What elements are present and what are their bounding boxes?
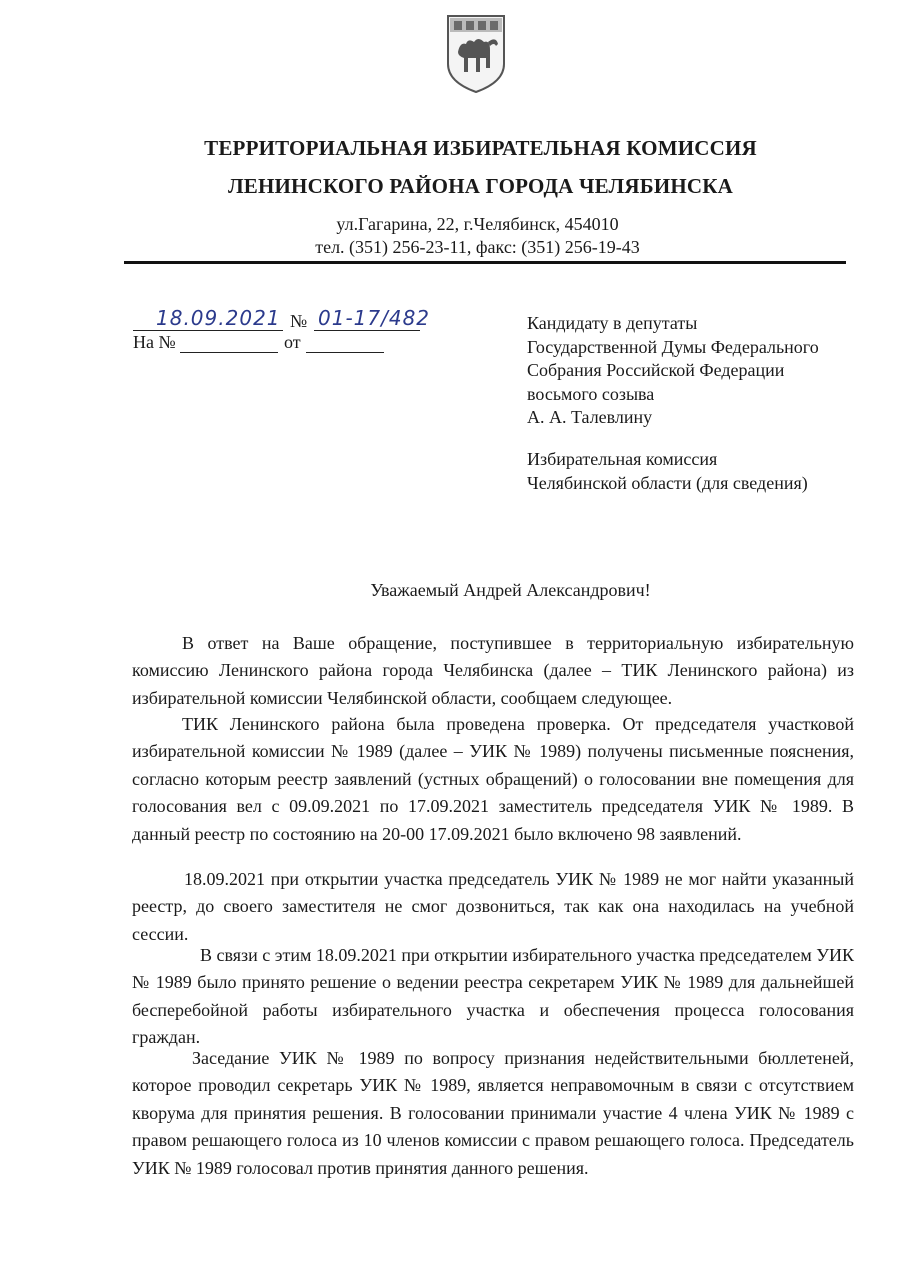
paragraph-text: 18.09.2021 при открытии участка председатель УИК № 1989 не мог найти указанный реестр, до своего заместителя не смог дозвониться, так как она находилась на учебной сессии. [132, 869, 854, 944]
paragraph-text: ТИК Ленинского района была проведена проверка. От председателя участковой избирательной комиссии № 1989 (далее – УИК № 1989) получены письменные пояснения, согласно которым реестр заявлений (устных обращений) о голосовании вне помещения для голосования вел с 09.09.2021 по 17.09.2021 заместитель председателя УИК № 1989. В данный реестр по состоянию на 20-00 17.09.2021 было включено 98 заявлений. [132, 714, 854, 844]
body-paragraph [132, 1045, 854, 1182]
header-divider [124, 261, 846, 264]
addressee-line: Собрания Российской Федерации [527, 360, 785, 380]
from-blank [306, 352, 384, 353]
outgoing-number: 01-17/482 [318, 306, 431, 330]
addressee-line: восьмого созыва [527, 383, 655, 404]
organization-name-line2: ЛЕНИНСКОГО РАЙОНА ГОРОДА ЧЕЛЯБИНСКА [227, 174, 734, 198]
paragraph-text: В ответ на Ваше обращение, поступившее в территориальную избирательную комиссию Ленинского района города Челябинска (далее – ТИК Ленинского района) из избирательной комиссии Челябинской области, сообщаем следующее. [132, 633, 854, 708]
addressee-copy [527, 448, 808, 495]
organization-address: ул.Гагарина, 22, г.Челябинск, 454010 [336, 214, 619, 234]
organization-name-line1: ТЕРРИТОРИАЛЬНАЯ ИЗБИРАТЕЛЬНАЯ КОМИССИЯ [204, 136, 757, 160]
reply-to-blank [180, 352, 278, 353]
date-underline [133, 330, 283, 331]
paragraph-text: В связи с этим 18.09.2021 при открытии избирательного участка председателем УИК № 1989 было принято решение о ведении реестра секретарем УИК № 1989 для дальнейшей бесперебойной работы избирательного участка и обеспечения процесса голосования граждан. [132, 945, 854, 1048]
organization-phones: тел. (351) 256-23-11, факс: (351) 256-19-43 [315, 237, 640, 257]
body-paragraph [132, 866, 854, 948]
addressee-line: Избирательная комиссия [527, 449, 718, 469]
body-paragraph [132, 630, 854, 712]
outgoing-date: 18.09.2021 [156, 306, 281, 330]
addressee-line: Кандидату в депутаты [527, 313, 698, 333]
addressee-line: Государственной Думы Федерального [527, 336, 819, 357]
reply-to-label: На № [133, 332, 176, 352]
addressee-line: Челябинской области (для сведения) [527, 472, 808, 493]
salutation: Уважаемый Андрей Александрович! [370, 580, 651, 600]
body-paragraph [132, 711, 854, 848]
paragraph-text: Заседание УИК № 1989 по вопросу признания недействительными бюллетеней, которое проводил секретарь УИК № 1989, является неправомочным в связи с отсутствием кворума для принятия решения. В голосовании принимали участие 4 члена УИК № 1989 с правом решающего голоса из 10 членов комиссии с правом решающего голоса. Председатель УИК № 1989 голосовал против принятия данного решения. [132, 1048, 854, 1178]
number-underline [314, 330, 420, 331]
addressee-line: А. А. Талевлину [527, 407, 653, 427]
addressee-main [527, 312, 819, 430]
number-sign: № [290, 311, 308, 331]
from-label: от [284, 332, 301, 352]
body-paragraph [132, 942, 854, 1052]
coat-of-arms-icon [444, 12, 508, 94]
